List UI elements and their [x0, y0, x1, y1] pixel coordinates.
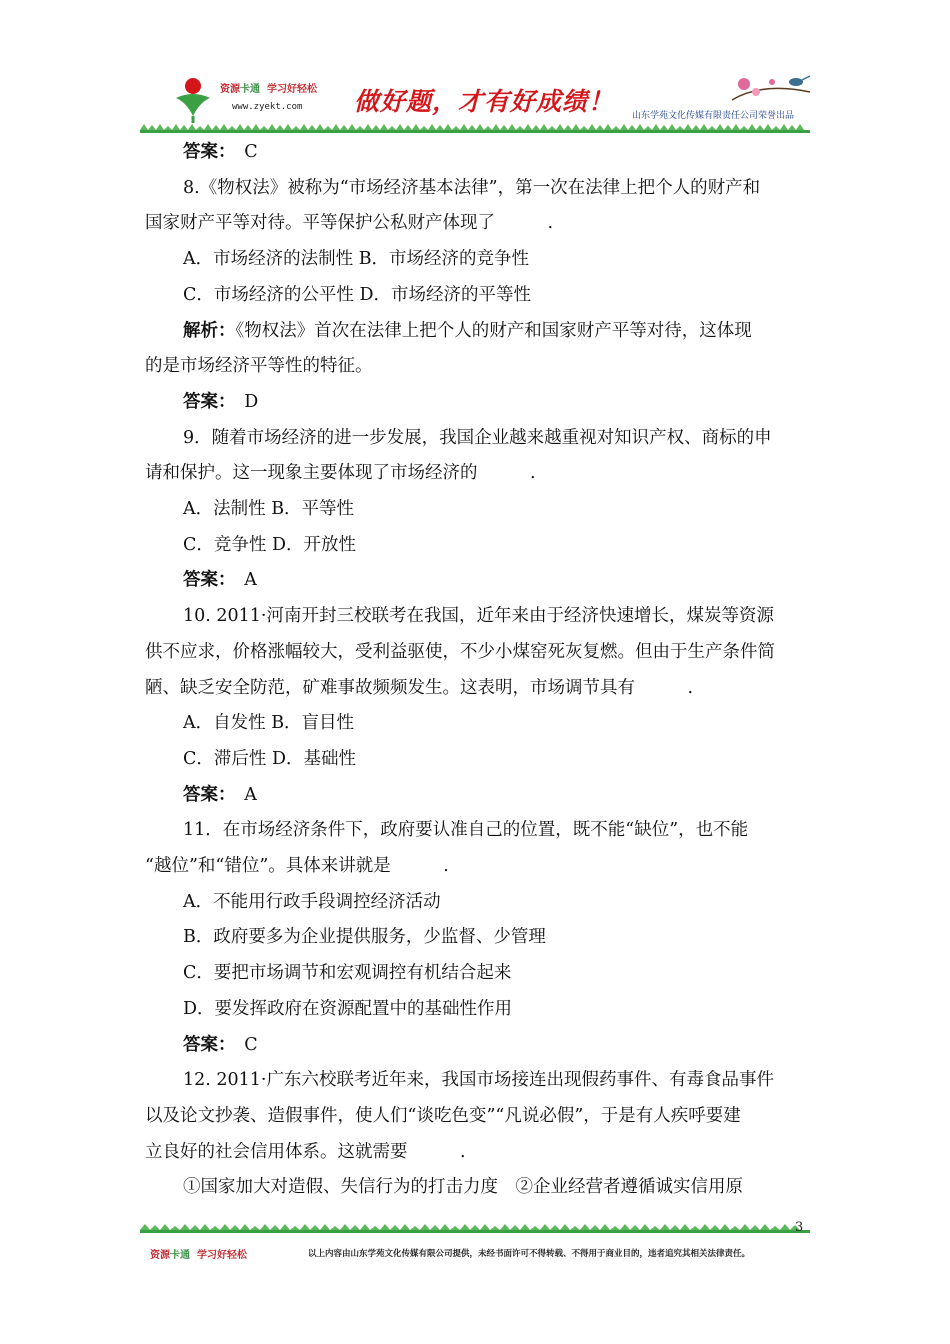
text-line	[183, 1033, 258, 1057]
text-line: C．竞争性 D．开放性	[183, 534, 356, 555]
text-line: 供不应求，价格涨幅较大，受利益驱使，不少小煤窑死灰复燃。但由于生产条件简	[145, 641, 775, 662]
header-slogan: 做好题，才有好成绩！	[354, 87, 615, 116]
text-line: 9．随着市场经济的进一步发展，我国企业越来越重视对知识产权、商标的申	[183, 427, 772, 448]
text-line: A．不能用行政手段调控经济活动	[183, 891, 441, 912]
text-line	[183, 140, 258, 164]
grass-divider	[140, 124, 810, 134]
site-url: www.zyekt.com	[232, 102, 303, 112]
text-line: 以及论文抄袭、造假事件，使人们“谈吃色变”“凡说必假”，于是有人疾呼要建	[145, 1105, 741, 1126]
brand-name: 资源卡通 学习好轻松	[220, 84, 317, 95]
text-line	[183, 568, 257, 592]
line-label: 答案：	[183, 142, 227, 162]
text-line: 10. 2011·河南开封三校联考在我国，近年来由于经济快速增长，煤炭等资源	[183, 606, 774, 627]
line-text: A	[226, 570, 257, 591]
text-line: 陋、缺乏安全防范，矿难事故频频发生。这表明，市场调节具有 .	[145, 677, 694, 698]
page-header	[140, 72, 810, 134]
flower-bird-icon	[722, 72, 812, 108]
text-line: 立良好的社会信用体系。这就需要 .	[145, 1141, 466, 1162]
text-line	[183, 390, 258, 414]
text-line: ①国家加大对造假、失信行为的打击力度 ②企业经营者遵循诚实信用原	[183, 1177, 743, 1198]
text-line: B．政府要多为企业提供服务，少监督、少管理	[183, 927, 546, 948]
line-text: C	[226, 1034, 258, 1055]
text-line: D．要发挥政府在资源配置中的基础性作用	[183, 998, 513, 1019]
publisher-text: 山东学苑文化传媒有限责任公司荣誉出品	[632, 111, 795, 121]
line-text: D	[226, 391, 259, 412]
line-text: A	[226, 784, 257, 805]
page-number: 3	[795, 1220, 804, 1235]
line-label: 答案：	[183, 784, 227, 805]
line-label: 答案：	[183, 1034, 227, 1055]
text-line: 的是市场经济平等性的特征。	[145, 356, 373, 377]
footer-brand: 资源卡通 学习好轻松	[150, 1250, 247, 1261]
text-line: 国家财产平等对待。平等保护公私财产体现了 .	[145, 213, 554, 234]
text-line: A．自发性 B．盲目性	[183, 713, 355, 734]
text-line: C．滞后性 D．基础性	[183, 748, 356, 769]
footer-copyright-note: 以上内容由山东学苑文化传媒有限公司提供，未经书面许可不得转载、不得用于商业目的，违者追究其相关法律责任。	[308, 1249, 751, 1259]
text-line: 12. 2011·广东六校联考近年来，我国市场接连出现假药事件、有毒食品事件	[183, 1070, 774, 1091]
logo-icon	[172, 76, 214, 124]
text-line: 11．在市场经济条件下，政府要认准自己的位置，既不能“缺位”，也不能	[183, 820, 749, 841]
line-label: 答案：	[183, 391, 227, 412]
grass-divider	[140, 1224, 810, 1234]
line-text: 《物权法》首次在法律上把个人的财产和国家财产平等对待，这体现	[235, 320, 752, 341]
text-line	[183, 783, 257, 807]
text-line: A．市场经济的法制性 B．市场经济的竞争性	[183, 249, 530, 270]
text-line: C．市场经济的公平性 D．市场经济的平等性	[183, 284, 531, 305]
text-line: C．要把市场调节和宏观调控有机结合起来	[183, 963, 512, 984]
page-footer	[140, 1220, 810, 1264]
text-line: 8.《物权法》被称为“市场经济基本法律”，第一次在法律上把个人的财产和	[183, 177, 761, 198]
text-line: 请和保护。这一现象主要体现了市场经济的 .	[145, 463, 536, 484]
line-text: C	[226, 142, 258, 162]
text-line	[183, 319, 752, 343]
text-line: A．法制性 B．平等性	[183, 499, 355, 519]
text-line: “越位”和“错位”。具体来讲就是 .	[145, 856, 449, 876]
line-label: 解析：	[183, 320, 236, 341]
line-label: 答案：	[183, 570, 227, 591]
